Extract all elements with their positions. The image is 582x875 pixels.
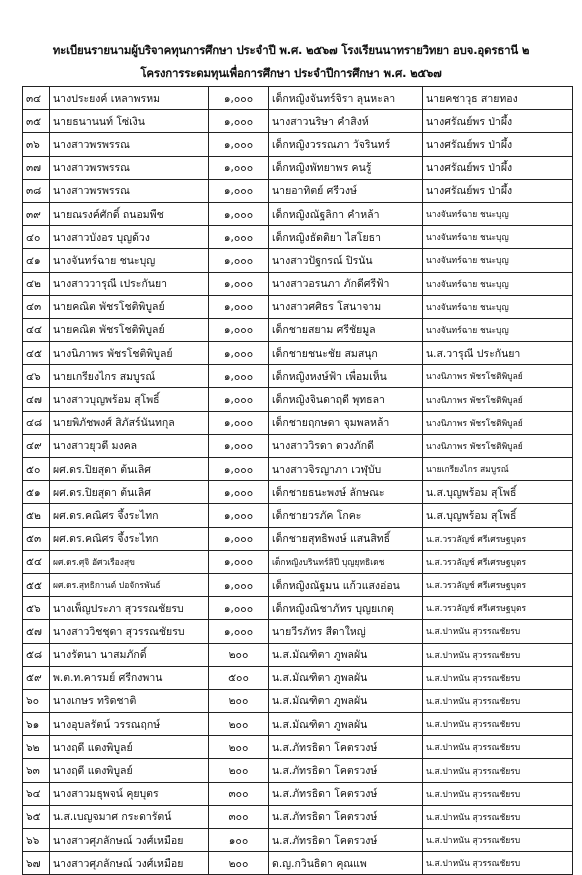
amount-cell: ๑,๐๐๐ [209,342,269,365]
table-row [23,411,573,434]
row-number-cell: ๔๖ [23,365,50,388]
row-number-cell: ๓๕ [23,110,50,133]
donor-name-cell: นางเพ็ญประภา สุวรรณชัยรบ [50,597,209,620]
student-name-cell: น.ส.ภัทรธิดา โคตรวงษ์ [269,805,423,828]
donor-name-cell: พ.ต.ท.คารมย์ ศรีกงพาน [50,666,209,689]
collector-name-cell: นางนิภาพร พัชรโชติพิบูลย์ [423,388,573,411]
table-row [23,620,573,643]
donor-name-cell: นางอุบลรัตน์ วรรณฤกษ์ [50,713,209,736]
table-row [23,133,573,156]
table-row [23,759,573,782]
row-number-cell: ๕๔ [23,550,50,573]
donor-name-cell: นายคณิต พัชรโชติพิบูลย์ [50,295,209,318]
donor-name-cell: นางสาววิชชุดา สุวรรณชัยรบ [50,620,209,643]
table-row [23,852,573,875]
table-row [23,481,573,504]
donor-name-cell: นางฤดี แดงพิบูลย์ [50,759,209,782]
collector-name-cell: นางศรัณย์พร ป่าผึ้ง [423,133,573,156]
collector-name-cell: น.ส.วารุณี ประกันยา [423,342,573,365]
amount-cell: ๑,๐๐๐ [209,620,269,643]
amount-cell: ๑,๐๐๐ [209,226,269,249]
table-row [23,550,573,573]
student-name-cell: เด็กหญิงหงษ์ฟ้า เพื่อมเห็น [269,365,423,388]
amount-cell: ๒๐๐ [209,736,269,759]
collector-name-cell: นางศรัณย์พร ป่าผึ้ง [423,156,573,179]
donor-name-cell: นางประยงค์ เหลาพรหม [50,87,209,110]
donor-name-cell: นางสาวศุภลักษณ์ วงศ์เหมือย [50,852,209,875]
collector-name-cell: น.ส.ปาหนัน สุวรรณชัยรบ [423,689,573,712]
row-number-cell: ๔๘ [23,411,50,434]
row-number-cell: ๔๑ [23,249,50,272]
row-number-cell: ๓๖ [23,133,50,156]
table-row [23,156,573,179]
collector-name-cell: นางนิภาพร พัชรโชติพิบูลย์ [423,434,573,457]
amount-cell: ๑,๐๐๐ [209,133,269,156]
collector-name-cell: นางจันทร์ฉาย ชนะบุญ [423,249,573,272]
amount-cell: ๑,๐๐๐ [209,249,269,272]
student-name-cell: น.ส.มัณฑิตา ภูพลผัน [269,689,423,712]
table-row [23,226,573,249]
donor-name-cell: ผศ.ดร.ปิยสุดา ต้นเลิศ [50,481,209,504]
donor-name-cell: นางสาวพรพรรณ [50,179,209,202]
table-row [23,434,573,457]
student-name-cell: น.ส.ภัทรธิดา โคตรวงษ์ [269,759,423,782]
collector-name-cell: น.ส.บุญพร้อม สุโพธิ์ [423,481,573,504]
donor-name-cell: นางสาวศุภลักษณ์ วงศ์เหมือย [50,829,209,852]
donor-name-cell: นางจันทร์ฉาย ชนะบุญ [50,249,209,272]
student-name-cell: เด็กชายฤกษดา จุมพลหล้า [269,411,423,434]
collector-name-cell: น.ส.ปาหนัน สุวรรณชัยรบ [423,782,573,805]
student-name-cell: เด็กหญิงจินดาฤดี พุทธลา [269,388,423,411]
donor-name-cell: นายคณิต พัชรโชติพิบูลย์ [50,318,209,341]
collector-name-cell: นางจันทร์ฉาย ชนะบุญ [423,318,573,341]
amount-cell: ๓๐๐ [209,805,269,828]
student-name-cell: เด็กชายธนะพงษ์ ลักษณะ [269,481,423,504]
row-number-cell: ๕๖ [23,597,50,620]
student-name-cell: น.ส.มัณฑิตา ภูพลผัน [269,666,423,689]
donor-name-cell: นางสาววารุณี เประกันยา [50,272,209,295]
row-number-cell: ๕๑ [23,481,50,504]
amount-cell: ๒๐๐ [209,689,269,712]
table-row [23,202,573,225]
student-name-cell: เด็กหญิงวรรณภา วัจรินทร์ [269,133,423,156]
student-name-cell: นางสาวจิรญาภา เวฬุบับ [269,458,423,481]
table-row [23,342,573,365]
table-row [23,295,573,318]
table-row [23,249,573,272]
table-row [23,666,573,689]
student-name-cell: เด็กชายสยาม ศรีชัยมูล [269,318,423,341]
amount-cell: ๑,๐๐๐ [209,110,269,133]
amount-cell: ๒๐๐ [209,713,269,736]
amount-cell: ๑,๐๐๐ [209,156,269,179]
collector-name-cell: น.ส.บุญพร้อม สุโพธิ์ [423,504,573,527]
row-number-cell: ๕๙ [23,666,50,689]
amount-cell: ๑,๐๐๐ [209,573,269,596]
student-name-cell: เด็กหญิงพัทยาพร คนรู้ [269,156,423,179]
donor-name-cell: นางฤดี แดงพิบูลย์ [50,736,209,759]
table-row [23,458,573,481]
page-title: ทะเบียนรายนามผู้บริจาคทุนการศึกษา ประจำปี พ.ศ. ๒๕๖๗ โรงเรียนนาทรายวิทยา อบจ.อุดรธานี ๒ [52,43,530,57]
donor-name-cell: ผศ.ดร.คณิศร จึ้งระไทก [50,504,209,527]
student-name-cell: เด็กหญิงธัดติยา ไสโยธา [269,226,423,249]
table-row [23,272,573,295]
table-row [23,365,573,388]
collector-name-cell: น.ส.วรวลัญช์ ศรีเศรษฐบุตร [423,597,573,620]
table-row [23,597,573,620]
row-number-cell: ๖๔ [23,782,50,805]
page-subtitle: โครงการระดมทุนเพื่อการศึกษา ประจำปีการศึกษา พ.ศ. ๒๕๖๗ [140,66,442,80]
row-number-cell: ๔๙ [23,434,50,457]
row-number-cell: ๖๐ [23,689,50,712]
student-name-cell: ด.ญ.กวินธิดา คุณแพ [269,852,423,875]
table-row [23,110,573,133]
collector-name-cell: น.ส.ปาหนัน สุวรรณชัยรบ [423,852,573,875]
donor-name-cell: นางรัตนา นาสมภักดิ์ [50,643,209,666]
amount-cell: ๑,๐๐๐ [209,272,269,295]
amount-cell: ๑,๐๐๐ [209,318,269,341]
row-number-cell: ๔๐ [23,226,50,249]
amount-cell: ๒๐๐ [209,759,269,782]
row-number-cell: ๖๖ [23,829,50,852]
donor-name-cell: นางสาวพรพรรณ [50,156,209,179]
table-row [23,689,573,712]
student-name-cell: นางสาวอรนภา ภักดีศรีฟ้า [269,272,423,295]
amount-cell: ๑,๐๐๐ [209,411,269,434]
student-name-cell: เด็กหญิงณิชาภัทร บุญยเกตุ [269,597,423,620]
row-number-cell: ๔๓ [23,295,50,318]
collector-name-cell: นายคชาวุธ สายทอง [423,87,573,110]
student-name-cell: นายวีรภัทร สีดาใหญ่ [269,620,423,643]
collector-name-cell: น.ส.ปาหนัน สุวรรณชัยรบ [423,829,573,852]
donor-name-cell: นางสาวยุวดี มงคล [50,434,209,457]
student-name-cell: เด็กหญิงณัฐลิกา คำหล้า [269,202,423,225]
page-header [0,0,582,84]
collector-name-cell: นายเกรียงไกร สมบูรณ์ [423,458,573,481]
row-number-cell: ๔๒ [23,272,50,295]
collector-name-cell: นางจันทร์ฉาย ชนะบุญ [423,272,573,295]
amount-cell: ๑,๐๐๐ [209,179,269,202]
table-row [23,805,573,828]
collector-name-cell: น.ส.ปาหนัน สุวรรณชัยรบ [423,666,573,689]
row-number-cell: ๖๑ [23,713,50,736]
donor-name-cell: นายพิภัชพงศ์ สิภัสร์นันทกุล [50,411,209,434]
table-row [23,782,573,805]
donor-name-cell: นางสาวพรพรรณ [50,133,209,156]
student-name-cell: นางสาววิรดา ดวงภักดี [269,434,423,457]
student-name-cell: น.ส.มัณฑิตา ภูพลผัน [269,643,423,666]
table-row [23,388,573,411]
donor-table-body [23,87,573,875]
collector-name-cell: น.ส.ปาหนัน สุวรรณชัยรบ [423,805,573,828]
donor-name-cell: ผศ.ดร.ศุจิ อัศวเรืองสุข [50,550,209,573]
amount-cell: ๓๐๐ [209,782,269,805]
row-number-cell: ๔๗ [23,388,50,411]
row-number-cell: ๓๔ [23,87,50,110]
collector-name-cell: นางจันทร์ฉาย ชนะบุญ [423,226,573,249]
amount-cell: ๑๐๐ [209,829,269,852]
donor-name-cell: ผศ.ดร.คณิศร จึ้งระไทก [50,527,209,550]
table-row [23,829,573,852]
donor-name-cell: น.ส.เบญจมาศ กระดารัตน์ [50,805,209,828]
donor-name-cell: ผศ.ดร.ปิยสุดา ต้นเลิศ [50,458,209,481]
row-number-cell: ๖๕ [23,805,50,828]
collector-name-cell: นางศรัณย์พร ป่าผึ้ง [423,110,573,133]
collector-name-cell: นางศรัณย์พร ป่าผึ้ง [423,179,573,202]
collector-name-cell: นางนิภาพร พัชรโชติพิบูลย์ [423,411,573,434]
amount-cell: ๑,๐๐๐ [209,365,269,388]
student-name-cell: นายอาทิตย์ ศรีวงษ์ [269,179,423,202]
row-number-cell: ๕๗ [23,620,50,643]
donor-name-cell: นางสาวบังอร บุญด้วง [50,226,209,249]
table-row [23,713,573,736]
student-name-cell: เด็กชายสุทธิพงษ์ แสนสิทธิ์ [269,527,423,550]
donor-name-cell: นางสาวมธุพจน์ คุยบุตร [50,782,209,805]
donor-name-cell: นายณรงค์ศักดิ์ ถนอมพืช [50,202,209,225]
donor-name-cell: ผศ.ดร.สุทธิกานต์ ปอจักรพันธ์ [50,573,209,596]
amount-cell: ๑,๐๐๐ [209,597,269,620]
row-number-cell: ๓๘ [23,179,50,202]
student-name-cell: น.ส.ภัทรธิดา โคตรวงษ์ [269,736,423,759]
row-number-cell: ๕๓ [23,527,50,550]
row-number-cell: ๕๒ [23,504,50,527]
student-name-cell: นางสาวศศิธร โสนาจาม [269,295,423,318]
amount-cell: ๑,๐๐๐ [209,527,269,550]
amount-cell: ๑,๐๐๐ [209,504,269,527]
student-name-cell: น.ส.มัณฑิตา ภูพลผัน [269,713,423,736]
amount-cell: ๑,๐๐๐ [209,481,269,504]
row-number-cell: ๔๔ [23,318,50,341]
table-row [23,736,573,759]
student-name-cell: เด็กหญิงบรินทร์ลิปี บุญยุทธิเดช [269,550,423,573]
student-name-cell: นางสาวปัฐกรณ์ ปิรนัน [269,249,423,272]
row-number-cell: ๓๗ [23,156,50,179]
row-number-cell: ๓๙ [23,202,50,225]
student-name-cell: น.ส.ภัทรธิดา โคตรวงษ์ [269,829,423,852]
donor-name-cell: นางเกษร ทริดชาติ [50,689,209,712]
collector-name-cell: น.ส.ปาหนัน สุวรรณชัยรบ [423,713,573,736]
amount-cell: ๑,๐๐๐ [209,434,269,457]
table-row [23,643,573,666]
student-name-cell: เด็กชายชนะชัย สมสนุก [269,342,423,365]
collector-name-cell: น.ส.วรวลัญช์ ศรีเศรษฐบุตร [423,573,573,596]
collector-name-cell: น.ส.ปาหนัน สุวรรณชัยรบ [423,759,573,782]
collector-name-cell: น.ส.วรวลัญช์ ศรีเศรษฐบุตร [423,527,573,550]
student-name-cell: เด็กชายวรภัค โกคะ [269,504,423,527]
row-number-cell: ๖๗ [23,852,50,875]
donor-name-cell: นางนิภาพร พัชรโชติพิบูลย์ [50,342,209,365]
amount-cell: ๕๐๐ [209,666,269,689]
donor-table [22,86,573,875]
row-number-cell: ๖๒ [23,736,50,759]
student-name-cell: น.ส.ภัทรธิดา โคตรวงษ์ [269,782,423,805]
row-number-cell: ๕๘ [23,643,50,666]
donor-name-cell: นายเกรียงไกร สมบูรณ์ [50,365,209,388]
table-row [23,87,573,110]
student-name-cell: เด็กหญิงจันทร์จิรา ลุนหะลา [269,87,423,110]
row-number-cell: ๖๓ [23,759,50,782]
student-name-cell: เด็กหญิงณัฐมน แก้วแสงอ่อน [269,573,423,596]
amount-cell: ๑,๐๐๐ [209,202,269,225]
donor-name-cell: นางสาวบุญพร้อม สุโพธิ์ [50,388,209,411]
table-row [23,318,573,341]
table-row [23,573,573,596]
collector-name-cell: น.ส.ปาหนัน สุวรรณชัยรบ [423,620,573,643]
donor-name-cell: นายธนานนท์ โซ่เงิน [50,110,209,133]
amount-cell: ๑,๐๐๐ [209,87,269,110]
collector-name-cell: น.ส.วรวลัญช์ ศรีเศรษฐบุตร [423,550,573,573]
amount-cell: ๑,๐๐๐ [209,550,269,573]
amount-cell: ๑,๐๐๐ [209,458,269,481]
amount-cell: ๒๐๐ [209,852,269,875]
amount-cell: ๒๐๐ [209,643,269,666]
student-name-cell: นางสาวนริษา คำสิงห์ [269,110,423,133]
collector-name-cell: นางนิภาพร พัชรโชติพิบูลย์ [423,365,573,388]
collector-name-cell: น.ส.ปาหนัน สุวรรณชัยรบ [423,736,573,759]
table-row [23,179,573,202]
collector-name-cell: นางจันทร์ฉาย ชนะบุญ [423,295,573,318]
row-number-cell: ๕๐ [23,458,50,481]
row-number-cell: ๔๕ [23,342,50,365]
amount-cell: ๑,๐๐๐ [209,388,269,411]
table-row [23,527,573,550]
row-number-cell: ๕๕ [23,573,50,596]
collector-name-cell: น.ส.ปาหนัน สุวรรณชัยรบ [423,643,573,666]
table-row [23,504,573,527]
amount-cell: ๑,๐๐๐ [209,295,269,318]
collector-name-cell: นางจันทร์ฉาย ชนะบุญ [423,202,573,225]
